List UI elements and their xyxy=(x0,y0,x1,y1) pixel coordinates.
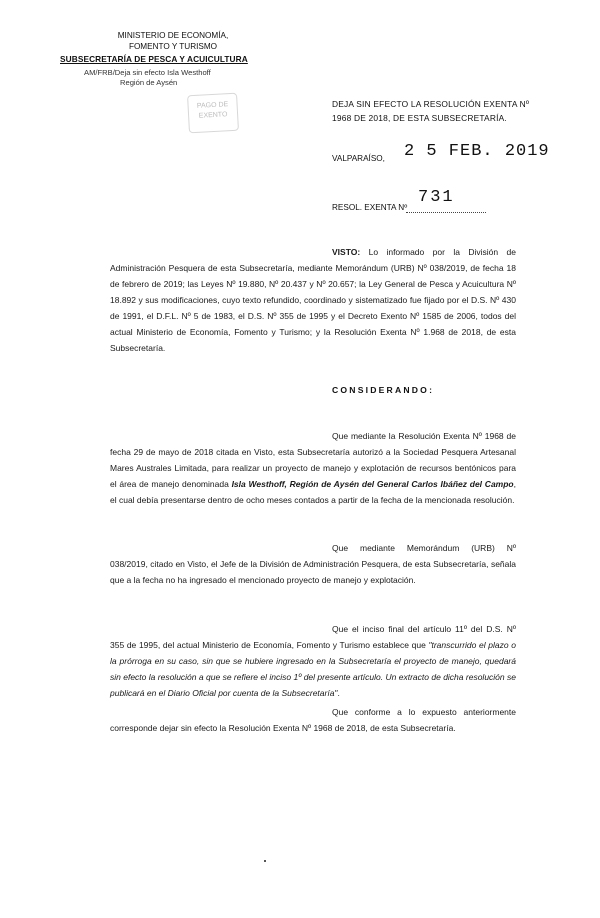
place-label: VALPARAÍSO, xyxy=(332,154,385,163)
p3-text-before: Que el inciso final del artículo 11º del D.S. Nº 355 de 1995, del actual Ministerio de Economía, Fomento y Turismo establece que xyxy=(110,624,516,650)
reference-line-1: AM/FRB/Deja sin efecto Isla Westhoff xyxy=(84,68,211,77)
p3-text-after: . xyxy=(337,688,340,698)
reference-initials xyxy=(84,68,211,88)
stamp-line-2: EXENTO xyxy=(198,111,228,120)
considerando-heading: CONSIDERANDO: xyxy=(332,385,435,395)
visto-text: Lo informado por la División de Administración Pesquera de esta Subsecretaría, mediante Memorándum (URB) Nº 038/2019, de fecha 18 de febrero de 2019; las Leyes Nº 19.880, Nº 20.437 y Nº 20.657; la Ley General de Pesca y Acuicultura Nº 18.892 y sus modificaciones, cuyo texto refundido, coordinado y sistematizado fue fijado por el D.S. Nº 430 de 1991, el D.F.L. Nº 5 de 1983, el D.S. Nº 355 de 1995 y el Decreto Exento Nº 1585 de 2006, todos del actual Ministerio de Economía, Fomento y Turismo; y la Resolución Exenta Nº 1.968 de 2018, de esta Subsecretaría. xyxy=(110,247,516,353)
ministry-line-2: FOMENTO Y TURISMO xyxy=(128,42,218,51)
ministry-header xyxy=(98,30,248,52)
considerando-paragraph-1 xyxy=(110,428,516,508)
visto-label: VISTO: xyxy=(332,247,361,257)
page-mark xyxy=(264,860,266,862)
considerando-paragraph-3 xyxy=(110,621,516,701)
resolution-label: RESOL. EXENTA Nº xyxy=(332,203,408,212)
ministry-line-1: MINISTERIO DE ECONOMÍA, xyxy=(117,31,229,40)
considerando-paragraph-4: Que conforme a lo expuesto anteriormente corresponde dejar sin efecto la Resolución Exenta Nº 1968 de 2018, de esta Subsecretaría. xyxy=(110,707,516,733)
p1-text-before: Que mediante la Resolución Exenta Nº 1968 de fecha 29 de mayo de 2018 citada en Visto, esta Subsecretaría autorizó a la Sociedad Pesquera Artesanal Mares Australes Limitada, para realizar un proyecto de manejo y explotación de recursos bentónicos para el área de manejo denominada xyxy=(110,431,516,489)
resolution-number: 731 xyxy=(418,188,455,207)
p1-text-after: , el cual debía presentarse dentro de ocho meses contados a partir de la fecha de la mencionada resolución. xyxy=(110,479,516,505)
p1-area-name: Isla Westhoff, Región de Aysén del General Carlos Ibáñez del Campo xyxy=(231,479,514,489)
resolution-number-line xyxy=(406,212,486,213)
reference-line-2: Región de Aysén xyxy=(120,78,178,87)
date-stamp: 2 5 FEB. 2019 xyxy=(404,142,550,161)
stamp-line-1: PAGO DE xyxy=(196,101,229,110)
p3-quote: "transcurrido el plazo o la prórroga en su caso, sin que se hubiere ingresado en la Subsecretaría el proyecto de manejo, quedará sin efecto la resolución a que se refiere el inciso 1º del presente artículo. Un extracto de dicha resolución se publicará en el Diario Oficial por cuenta de la Subsecretaría" xyxy=(110,640,516,698)
received-stamp xyxy=(187,93,239,134)
resolution-subject: DEJA SIN EFECTO LA RESOLUCIÓN EXENTA Nº 1968 DE 2018, DE ESTA SUBSECRETARÍA. xyxy=(332,99,530,123)
visto-paragraph xyxy=(110,244,516,356)
subsecretaria-title: SUBSECRETARÍA DE PESCA Y ACUICULTURA xyxy=(60,54,248,64)
considerando-paragraph-2: Que mediante Memorándum (URB) Nº 038/2019, citado en Visto, el Jefe de la División de Administración Pesquera, de esta Subsecretaría, señala que a la fecha no ha ingresado el mencionado proyecto de manejo y explotación. xyxy=(110,543,516,585)
